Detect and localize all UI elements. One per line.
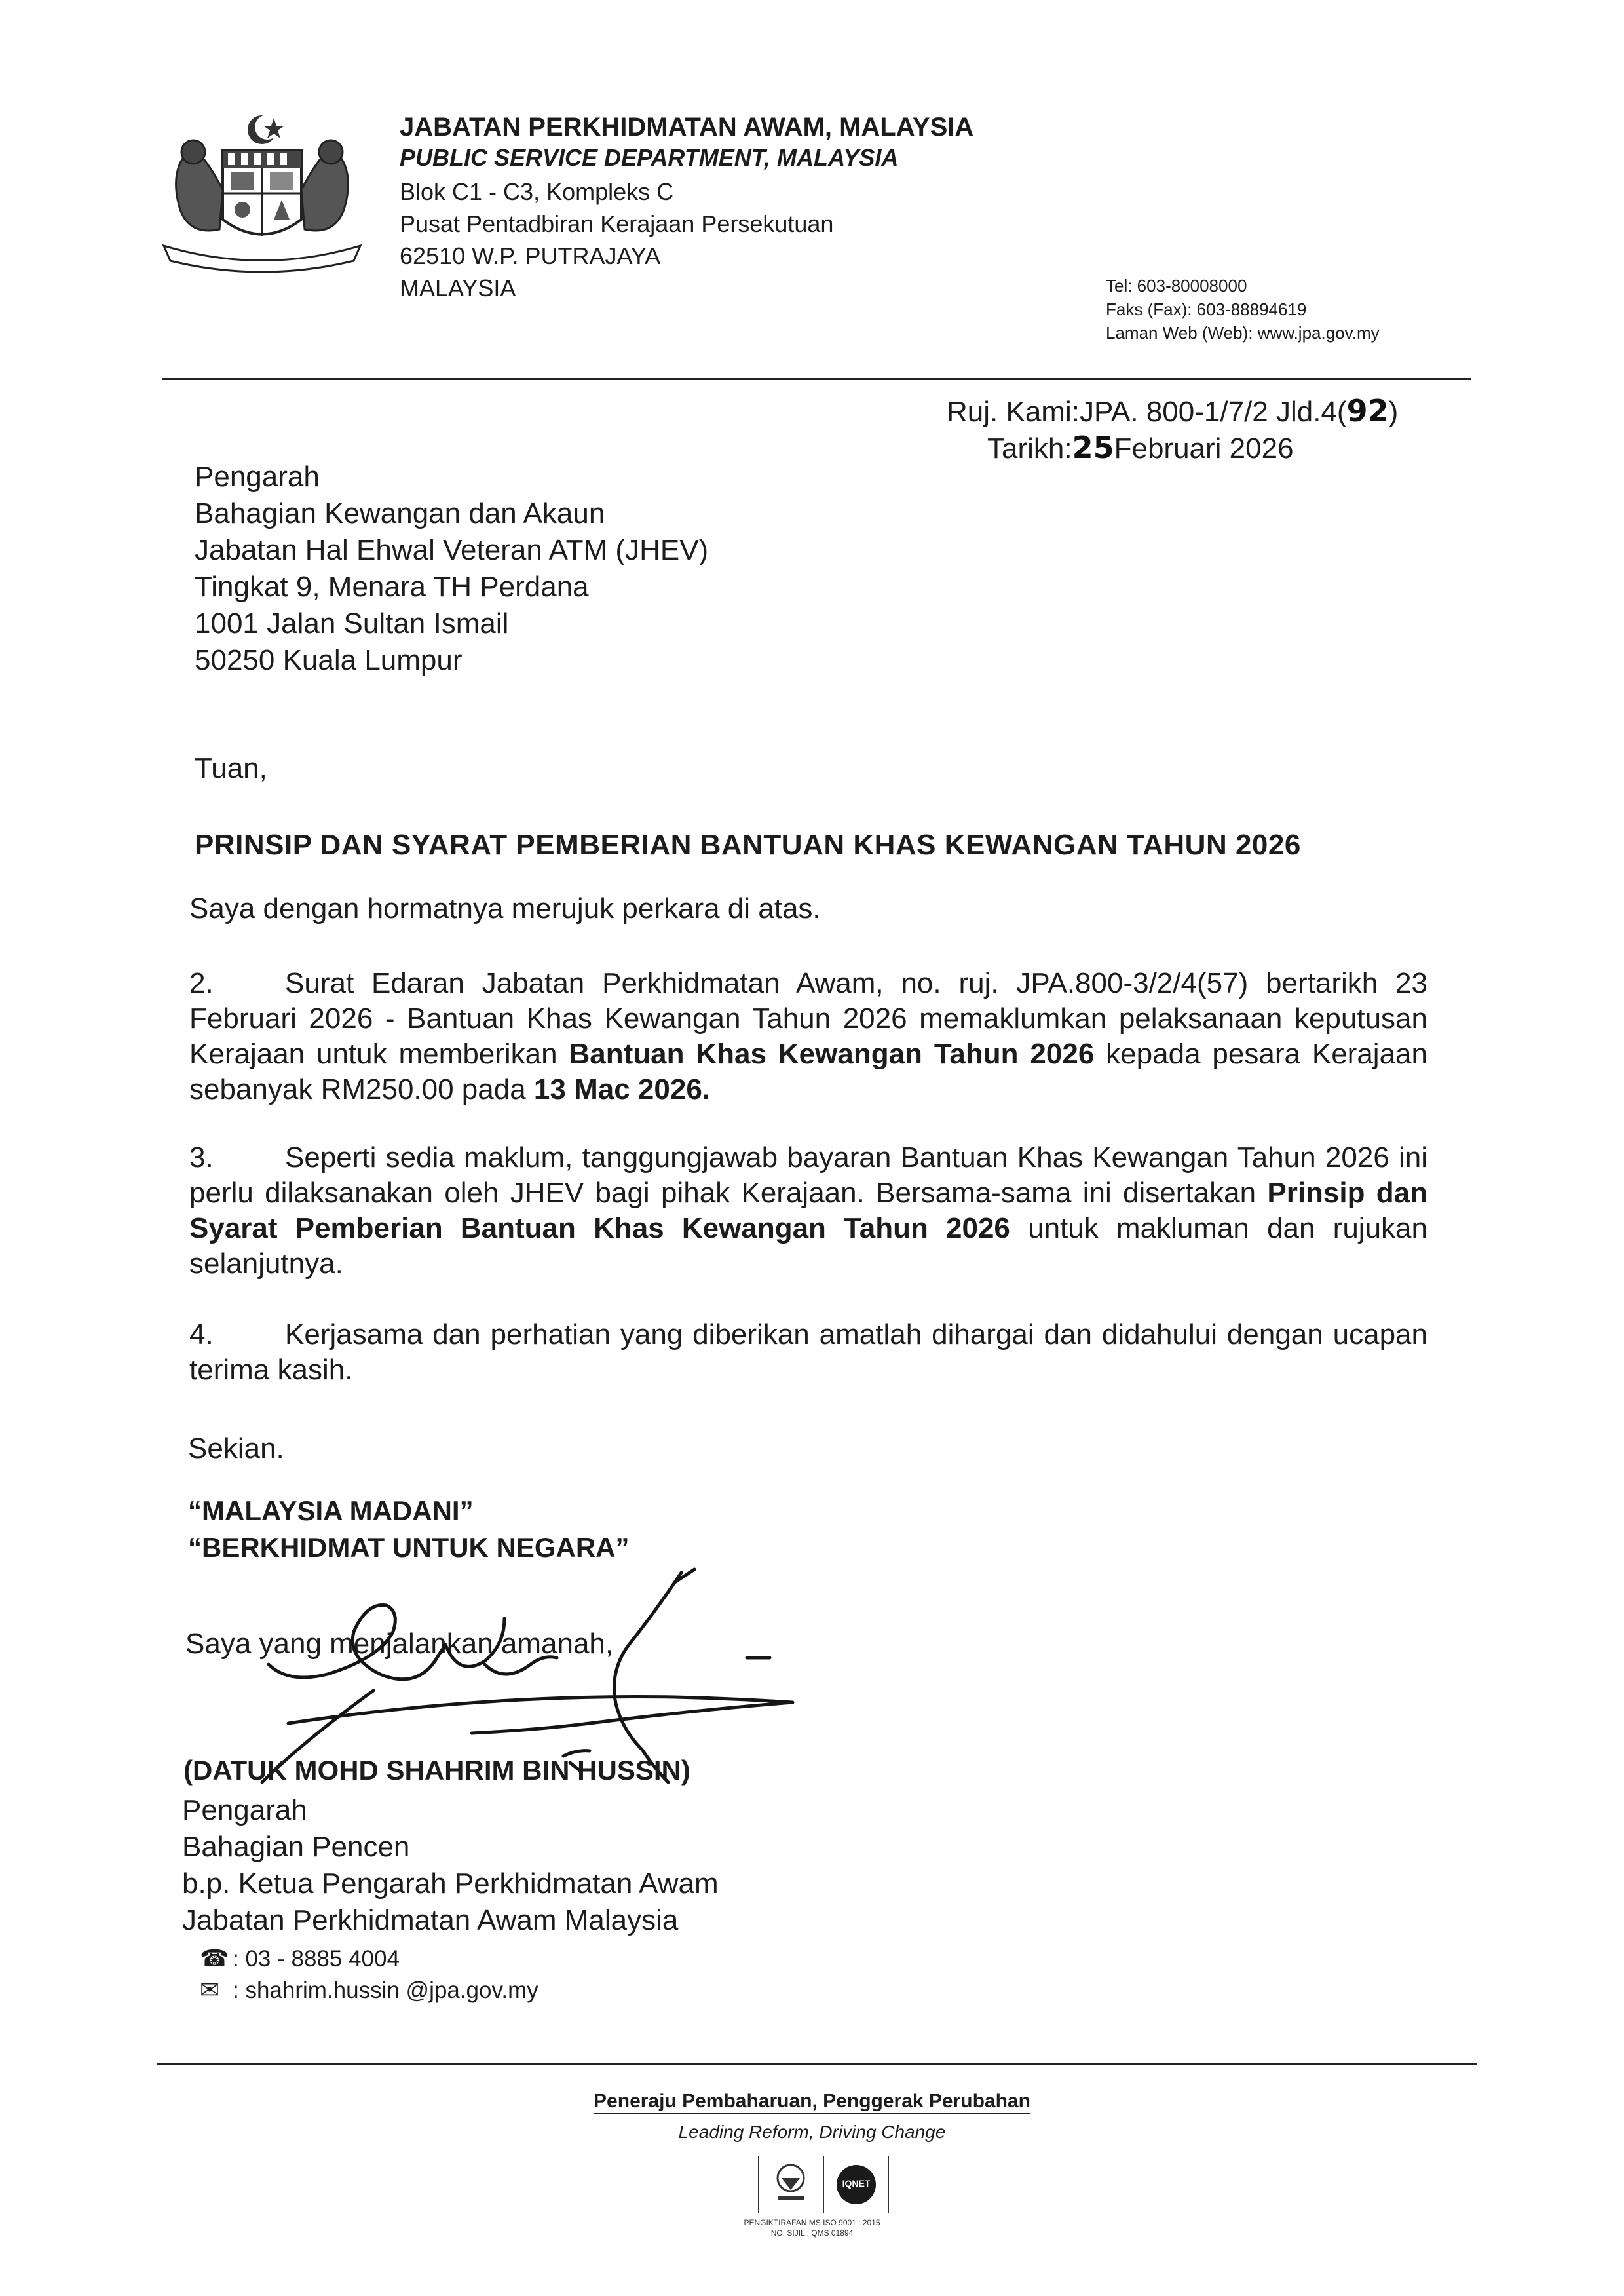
cert-line: PENGIKTIRAFAN MS ISO 9001 : 2015 — [744, 2218, 880, 2227]
org-name-en: PUBLIC SERVICE DEPARTMENT, MALAYSIA — [400, 144, 899, 171]
signatory-phone: ☎ : 03 - 8885 4004 — [200, 1945, 400, 1972]
contact-tel: Tel: 603-80008000 — [1106, 276, 1247, 296]
cert-line: NO. SIJIL : QMS 01894 — [770, 2229, 854, 2238]
certification-text — [0, 2217, 1624, 2238]
position-line: Pengarah — [182, 1794, 307, 1826]
reference-number: Ruj. Kami:JPA. 800-1/7/2 Jld.4(92) — [947, 393, 1399, 429]
recipient-line: 50250 Kuala Lumpur — [195, 644, 463, 676]
envelope-icon: ✉ — [200, 1976, 220, 2003]
org-address — [400, 176, 833, 304]
handwritten-day: 25 — [1072, 430, 1114, 465]
recipient-line: Bahagian Kewangan dan Akaun — [195, 497, 605, 529]
coat-of-arms-icon — [157, 111, 367, 275]
footer-divider — [157, 2063, 1477, 2065]
paragraph-4: 4. Kerjasama dan perhatian yang diberikan amatlah dihargai dan didahului dengan ucapan terima kasih. — [189, 1318, 1427, 1386]
recipient-line: Jabatan Hal Ehwal Veteran ATM (JHEV) — [195, 534, 709, 566]
position-line: b.p. Ketua Pengarah Perkhidmatan Awam — [182, 1867, 719, 1900]
closing-sincere: Saya yang menjalankan amanah, — [185, 1628, 614, 1660]
position-line: Jabatan Perkhidmatan Awam Malaysia — [182, 1904, 679, 1936]
footer-tagline: Peneraju Pembaharuan, Penggerak Perubahan — [0, 2090, 1624, 2113]
address-line: Blok C1 - C3, Kompleks C — [400, 178, 674, 205]
salutation: Tuan, — [195, 752, 267, 784]
telephone-icon: ☎ — [200, 1945, 229, 1972]
intro-paragraph: Saya dengan hormatnya merujuk perkara di atas. — [189, 892, 821, 925]
recipient-address — [195, 459, 708, 679]
iqnet-badge: IQNET — [842, 2178, 871, 2189]
recipient-line: 1001 Jalan Sultan Ismail — [195, 607, 509, 640]
paragraph-3: 3. Seperti sedia maklum, tanggungjawab bayaran Bantuan Khas Kewangan Tahun 2026 ini perlu dilaksanakan oleh JHEV bagi pihak Kerajaan. Bersama-sama ini disertakan Prinsip dan Syarat Pemberian Bantuan Khas Kewangan Tahun 2026 untuk makluman dan rujukan selanjutnya. — [189, 1141, 1428, 1280]
header-divider — [162, 378, 1471, 380]
paragraph-2: 2. Surat Edaran Jabatan Perkhidmatan Awam, no. ruj. JPA.800-3/2/4(57) bertarikh 23 Februari 2026 - Bantuan Khas Kewangan Tahun 2026 memaklumkan pelaksanaan keputusan Kerajaan untuk memberikan Bantuan Khas Kewangan Tahun 2026 kepada pesara Kerajaan sebanyak RM250.00 pada 13 Mac 2026. — [189, 967, 1427, 1105]
letter-date: Tarikh:25Februari 2026 — [987, 430, 1294, 465]
recipient-line: Pengarah — [195, 461, 320, 493]
footer-tagline-en: Leading Reform, Driving Change — [678, 2122, 946, 2142]
address-line: Pusat Pentadbiran Kerajaan Persekutuan — [400, 210, 834, 237]
signatory-name: (DATUK MOHD SHAHRIM BIN HUSSIN) — [183, 1755, 690, 1786]
org-contact — [1106, 274, 1380, 345]
address-line: MALAYSIA — [400, 275, 516, 301]
motto-madani: “MALAYSIA MADANI” — [188, 1495, 474, 1526]
reference-block — [947, 393, 1398, 467]
contact-fax: Faks (Fax): 603-88894619 — [1106, 299, 1307, 319]
signatory-position — [182, 1792, 719, 1939]
position-line: Bahagian Pencen — [182, 1831, 410, 1863]
recipient-line: Tingkat 9, Menara TH Perdana — [195, 571, 589, 603]
motto-berkhidmat: “BERKHIDMAT UNTUK NEGARA” — [188, 1532, 630, 1563]
address-line: 62510 W.P. PUTRAJAYA — [400, 242, 661, 269]
contact-web: Laman Web (Web): www.jpa.gov.my — [1106, 323, 1380, 343]
email-link[interactable]: : shahrim.hussin @jpa.gov.my — [233, 1978, 538, 2003]
handwritten-ref: 92 — [1346, 393, 1389, 429]
letter-subject: PRINSIP DAN SYARAT PEMBERIAN BANTUAN KHAS KEWANGAN TAHUN 2026 — [195, 829, 1301, 861]
org-name-ms: JABATAN PERKHIDMATAN AWAM, MALAYSIA — [400, 113, 974, 142]
closing-sekian: Sekian. — [188, 1432, 284, 1464]
signatory-email — [200, 1976, 538, 2004]
